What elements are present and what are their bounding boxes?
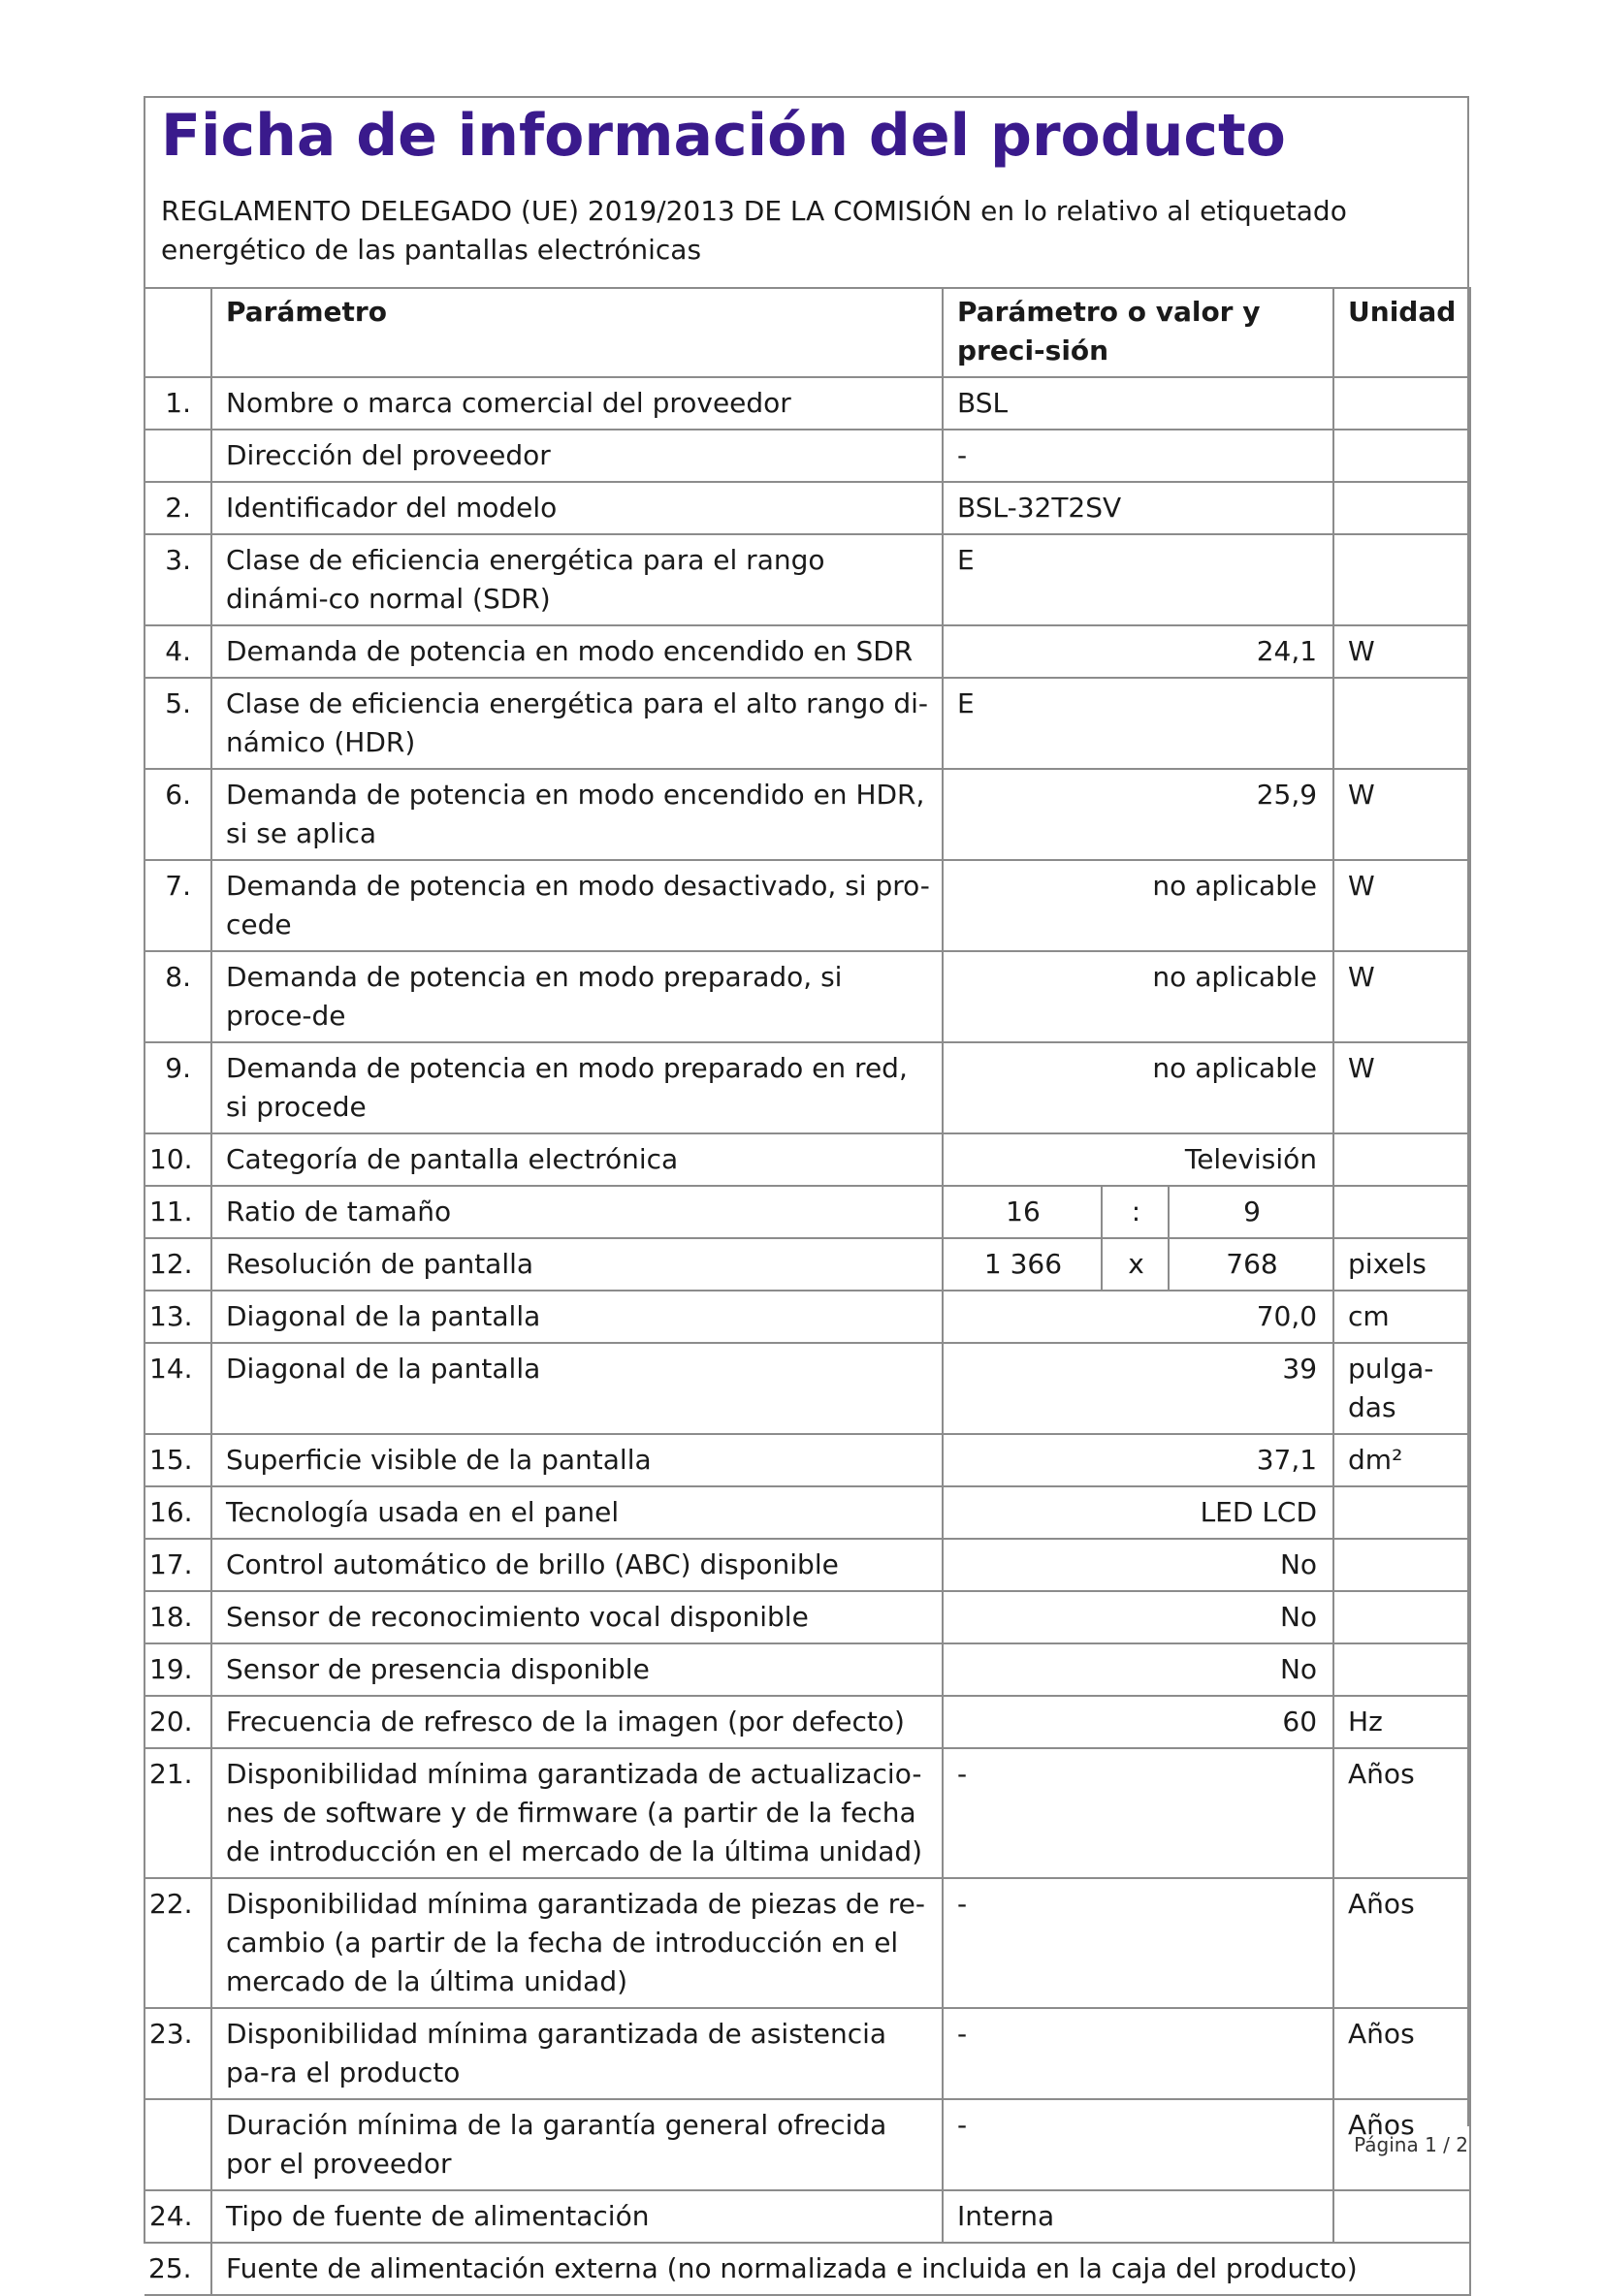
row-unit: W <box>1333 625 1470 678</box>
row-value: No <box>943 1643 1333 1696</box>
value-separator: : <box>1102 1186 1169 1238</box>
row-parameter: Tipo de fuente de alimentación <box>211 2190 943 2243</box>
row-value: no aplicable <box>943 860 1333 951</box>
table-row <box>144 1133 1470 1186</box>
row-number: 5. <box>144 678 211 769</box>
row-unit <box>1333 1643 1470 1696</box>
row-parameter: Demanda de potencia en modo encendido en SDR <box>211 625 943 678</box>
row-parameter: Sensor de reconocimiento vocal disponible <box>211 1591 943 1643</box>
table-row <box>144 1696 1470 1748</box>
row-number: 12. <box>144 1238 211 1291</box>
row-number: 19. <box>144 1643 211 1696</box>
table-row <box>144 1878 1470 2008</box>
row-unit: W <box>1333 769 1470 860</box>
table-row <box>144 1343 1470 1434</box>
regulation-subtitle: REGLAMENTO DELEGADO (UE) 2019/2013 DE LA COMISIÓN en lo relativo al etiquetado energético de las pantallas electrónicas <box>161 195 1347 266</box>
row-unit: W <box>1333 860 1470 951</box>
row-parameter: Demanda de potencia en modo preparado, si proce-de <box>211 951 943 1042</box>
row-unit <box>1333 1486 1470 1539</box>
table-row <box>144 482 1470 534</box>
row-number: 3. <box>144 534 211 625</box>
row-unit: cm <box>1333 1291 1470 1343</box>
row-number: 14. <box>144 1343 211 1434</box>
table-row <box>144 860 1470 951</box>
row-value: 60 <box>943 1696 1333 1748</box>
table-row <box>144 1591 1470 1643</box>
row-parameter: Clase de eficiencia energética para el rango dinámi-co normal (SDR) <box>211 534 943 625</box>
row-number: 13. <box>144 1291 211 1343</box>
row-unit <box>1333 1539 1470 1591</box>
row-number: 9. <box>144 1042 211 1133</box>
row-number: 4. <box>144 625 211 678</box>
row-value: Interna <box>943 2190 1333 2243</box>
table-row <box>144 1486 1470 1539</box>
row-value: 37,1 <box>943 1434 1333 1486</box>
row-number: 8. <box>144 951 211 1042</box>
row-value: - <box>943 430 1333 482</box>
row-unit <box>1333 482 1470 534</box>
row-value: 24,1 <box>943 625 1333 678</box>
header-parameter: Parámetro <box>211 288 943 377</box>
row-number: 25. <box>144 2243 211 2295</box>
row-number: 15. <box>144 1434 211 1486</box>
row-unit: pixels <box>1333 1238 1470 1291</box>
table-row <box>144 377 1470 430</box>
row-unit <box>1333 1133 1470 1186</box>
row-unit <box>1333 678 1470 769</box>
row-number: 20. <box>144 1696 211 1748</box>
table-row <box>144 2008 1470 2099</box>
value-part-a: 1 366 <box>943 1238 1102 1291</box>
row-unit: Hz <box>1333 1696 1470 1748</box>
row-number: 6. <box>144 769 211 860</box>
row-value: - <box>943 1748 1333 1878</box>
row-number: 17. <box>144 1539 211 1591</box>
row-number: 10. <box>144 1133 211 1186</box>
table-row <box>144 2243 1470 2295</box>
row-value: No <box>943 1591 1333 1643</box>
table-row <box>144 678 1470 769</box>
table-row <box>144 1291 1470 1343</box>
row-parameter: Fuente de alimentación externa (no normalizada e incluida en la caja del producto) <box>211 2243 1470 2295</box>
header-value: Parámetro o valor y preci-sión <box>943 288 1333 377</box>
value-part-b: 9 <box>1169 1186 1333 1238</box>
table-row <box>144 1238 1470 1291</box>
table-row <box>144 1539 1470 1591</box>
row-parameter: Disponibilidad mínima garantizada de asistencia pa-ra el producto <box>211 2008 943 2099</box>
row-number: 16. <box>144 1486 211 1539</box>
product-info-table <box>144 287 1471 2296</box>
row-value: BSL <box>943 377 1333 430</box>
table-row <box>144 1186 1470 1238</box>
table-row <box>144 1748 1470 1878</box>
table-row <box>144 769 1470 860</box>
row-value: no aplicable <box>943 951 1333 1042</box>
row-unit <box>1333 2190 1470 2243</box>
row-parameter: Ratio de tamaño <box>211 1186 943 1238</box>
row-value: - <box>943 1878 1333 2008</box>
row-parameter: Sensor de presencia disponible <box>211 1643 943 1696</box>
row-parameter: Dirección del proveedor <box>211 430 943 482</box>
row-value: no aplicable <box>943 1042 1333 1133</box>
row-unit: Años <box>1333 1878 1470 2008</box>
row-parameter: Tecnología usada en el panel <box>211 1486 943 1539</box>
row-unit: Años <box>1333 2008 1470 2099</box>
value-separator: x <box>1102 1238 1169 1291</box>
row-parameter: Control automático de brillo (ABC) disponible <box>211 1539 943 1591</box>
row-parameter: Superficie visible de la pantalla <box>211 1434 943 1486</box>
value-part-b: 768 <box>1169 1238 1333 1291</box>
row-unit: W <box>1333 1042 1470 1133</box>
row-unit <box>1333 534 1470 625</box>
table-row <box>144 1434 1470 1486</box>
row-parameter: Resolución de pantalla <box>211 1238 943 1291</box>
page-number: Página 1 / 2 <box>1354 2133 1468 2156</box>
row-parameter: Clase de eficiencia energética para el alto rango di-námico (HDR) <box>211 678 943 769</box>
row-parameter: Frecuencia de refresco de la imagen (por defecto) <box>211 1696 943 1748</box>
row-unit: W <box>1333 951 1470 1042</box>
header-unit: Unidad <box>1333 288 1470 377</box>
row-parameter: Nombre o marca comercial del proveedor <box>211 377 943 430</box>
row-parameter: Duración mínima de la garantía general ofrecida por el proveedor <box>211 2099 943 2190</box>
row-number <box>144 2099 211 2190</box>
row-unit <box>1333 1186 1470 1238</box>
row-value: BSL-32T2SV <box>943 482 1333 534</box>
row-number: 2. <box>144 482 211 534</box>
table-row <box>144 951 1470 1042</box>
table-row <box>144 1042 1470 1133</box>
row-number: 11. <box>144 1186 211 1238</box>
row-unit: dm² <box>1333 1434 1470 1486</box>
row-number: 7. <box>144 860 211 951</box>
row-unit: Años <box>1333 2099 1470 2190</box>
row-number <box>144 430 211 482</box>
row-parameter: Disponibilidad mínima garantizada de piezas de re-cambio (a partir de la fecha de introducción en el mercado de la última unidad) <box>211 1878 943 2008</box>
row-unit <box>1333 1591 1470 1643</box>
row-value: LED LCD <box>943 1486 1333 1539</box>
row-unit <box>1333 430 1470 482</box>
row-unit <box>1333 377 1470 430</box>
row-unit: Años <box>1333 1748 1470 1878</box>
row-parameter: Disponibilidad mínima garantizada de actualizacio-nes de software y de firmware (a partir de la fecha de introducción en el mercado de la última unidad) <box>211 1748 943 1878</box>
table-row <box>144 430 1470 482</box>
table-row <box>144 1643 1470 1696</box>
row-number: 23. <box>144 2008 211 2099</box>
row-value: 25,9 <box>943 769 1333 860</box>
header-number <box>144 288 211 377</box>
row-value: - <box>943 2008 1333 2099</box>
row-value: E <box>943 534 1333 625</box>
row-value: Televisión <box>943 1133 1333 1186</box>
page-title: Ficha de información del producto <box>161 102 1286 170</box>
row-unit: pulga-das <box>1333 1343 1470 1434</box>
row-parameter: Demanda de potencia en modo preparado en red, si procede <box>211 1042 943 1133</box>
row-value: E <box>943 678 1333 769</box>
row-number: 24. <box>144 2190 211 2243</box>
row-parameter: Demanda de potencia en modo encendido en HDR, si se aplica <box>211 769 943 860</box>
row-parameter: Diagonal de la pantalla <box>211 1343 943 1434</box>
row-parameter: Identificador del modelo <box>211 482 943 534</box>
row-number: 21. <box>144 1748 211 1878</box>
row-parameter: Diagonal de la pantalla <box>211 1291 943 1343</box>
row-value: - <box>943 2099 1333 2190</box>
table-row <box>144 2190 1470 2243</box>
table-row <box>144 625 1470 678</box>
table-header-row <box>144 288 1470 377</box>
table-row <box>144 2099 1470 2190</box>
value-part-a: 16 <box>943 1186 1102 1238</box>
row-parameter: Categoría de pantalla electrónica <box>211 1133 943 1186</box>
table-row <box>144 534 1470 625</box>
row-number: 22. <box>144 1878 211 2008</box>
row-number: 18. <box>144 1591 211 1643</box>
row-value: No <box>943 1539 1333 1591</box>
row-number: 1. <box>144 377 211 430</box>
row-value: 70,0 <box>943 1291 1333 1343</box>
row-parameter: Demanda de potencia en modo desactivado, si pro-cede <box>211 860 943 951</box>
row-value: 39 <box>943 1343 1333 1434</box>
